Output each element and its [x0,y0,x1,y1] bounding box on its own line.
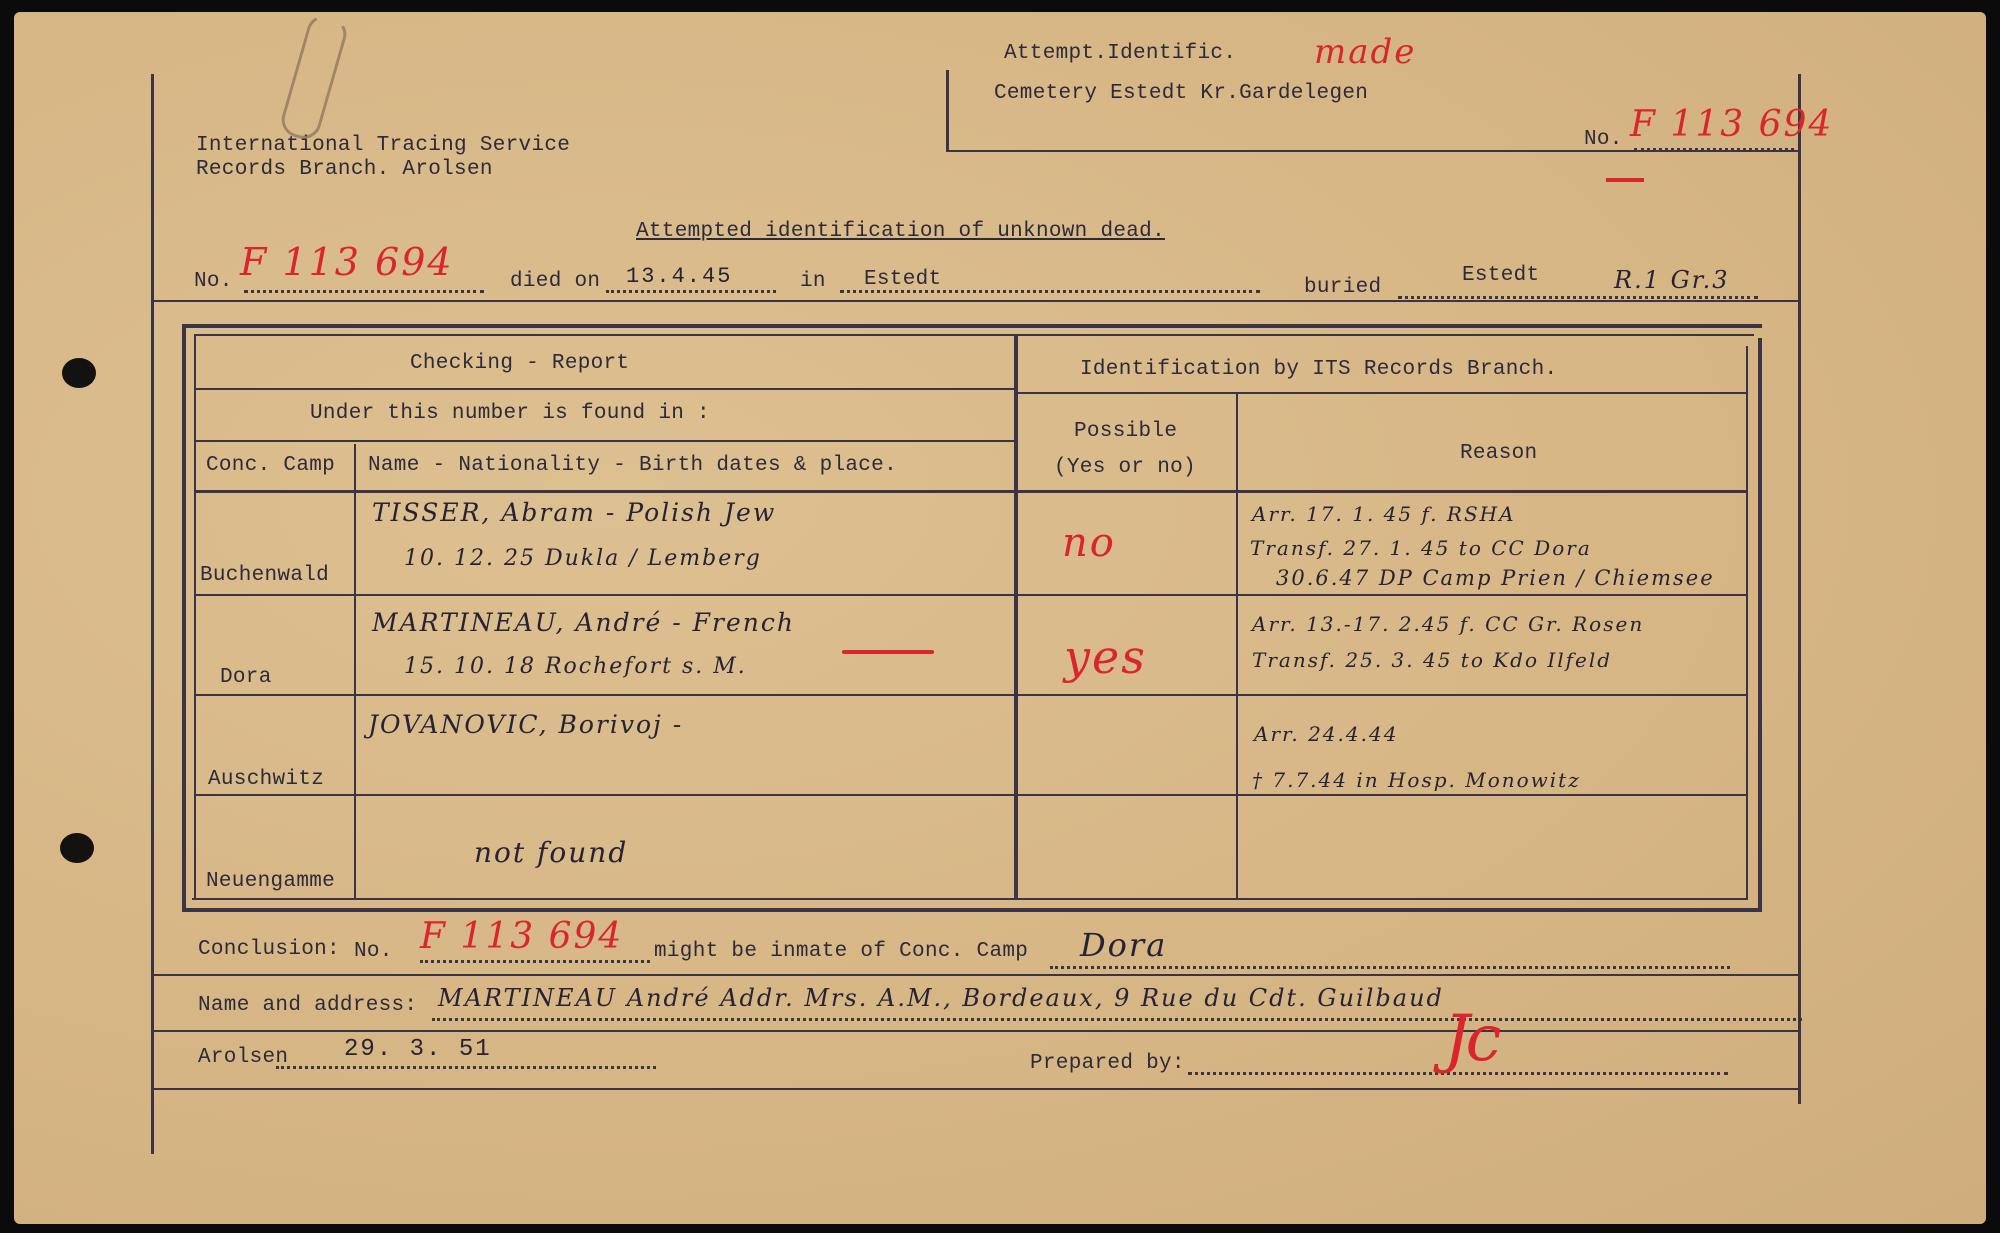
table-row-2-name: MARTINEAU, André - French [372,608,795,637]
in-label: in [800,270,826,293]
header-no-dots [1634,148,1794,151]
table-row-2-reason-2: Transf. 25. 3. 45 to Kdo Ilfeld [1252,648,1613,672]
died-label: died on [510,270,601,293]
col-camp-header: Conc. Camp [206,454,336,477]
red-dash [1606,178,1644,182]
right-border [1798,74,1801,1104]
record-no-dots [244,290,484,293]
table-row-2-camp: Dora [220,666,272,689]
table-inner-right [1746,346,1748,898]
divider-camp-name [354,444,356,898]
hline-found [194,440,1016,442]
attempt-box-left [946,70,949,152]
conclusion-no-label: No. [354,940,393,963]
conclusion-underline [154,974,1800,976]
hline-row3 [194,794,1746,796]
hline-row2 [194,694,1746,696]
col-possible-header-1: Possible [1074,420,1178,443]
name-address-underline [154,1030,1800,1032]
table-inner-left [194,334,196,898]
table-row-2-reason-1: Arr. 13.-17. 2.45 f. CC Gr. Rosen [1252,612,1645,636]
table-row-1-reason-3: 30.6.47 DP Camp Prien / Chiemsee [1276,566,1715,590]
arolsen-label: Arolsen [198,1046,289,1069]
hline-row1 [194,594,1746,596]
cemetery-line: Cemetery Estedt Kr.Gardelegen [994,82,1369,105]
org-line-1: International Tracing Service [196,134,571,157]
conclusion-no-dots [420,960,650,963]
arolsen-dots [276,1066,656,1069]
checking-header: Checking - Report [410,352,630,375]
record-no-label: No. [194,270,233,293]
table-inner-bottom [192,898,1748,900]
table-row-1-camp: Buchenwald [200,564,330,587]
died-dots [606,290,776,293]
in-value: Estedt [864,268,942,291]
name-address-label: Name and address: [198,994,418,1017]
header-no-label: No. [1584,128,1623,151]
name-address-dots [432,1018,1802,1021]
header-no-value: F 113 694 [1630,104,1834,145]
bottom-rule [154,1088,1800,1090]
table-row-1-birth: 10. 12. 25 Dukla / Lemberg [404,546,762,571]
table-row-1-name: TISSER, Abram - Polish Jew [372,498,777,527]
table-row-3-reason-1: Arr. 24.4.44 [1254,722,1399,746]
table-inner-top [194,334,1754,336]
table-row-2-birth: 15. 10. 18 Rochefort s. M. [404,654,747,679]
record-no-value: F 113 694 [240,240,454,284]
attempt-note: made [1314,32,1417,72]
conclusion-camp-dots [1050,966,1730,969]
prepared-initials: Jc [1444,1002,1498,1076]
table-row-2-possible: yes [1064,630,1147,684]
table-outer-right [1758,338,1762,912]
hline-checking [194,388,1016,390]
punch-hole-top [62,358,96,388]
table-row-1-reason-1: Arr. 17. 1. 45 f. RSHA [1252,502,1516,526]
col-reason-header: Reason [1460,442,1538,465]
table-outer-top [186,324,1762,328]
table-row-4-camp: Neuengamme [206,870,336,893]
attempt-label: Attempt.Identific. [1004,42,1237,65]
divider-possible-reason [1236,392,1238,898]
conclusion-no-value: F 113 694 [420,916,624,957]
org-line-2: Records Branch. Arolsen [196,158,493,181]
name-address-value: MARTINEAU André Addr. Mrs. A.M., Bordeaux, 9 Rue du Cdt. Guilbaud [438,984,1444,1012]
table-row-1-possible: no [1062,520,1116,566]
table-row-3-name: JOVANOVIC, Borivoj - [368,710,684,739]
arolsen-date: 29. 3. 51 [344,1036,492,1063]
index-card [14,12,1986,1224]
buried-label: buried [1304,276,1382,299]
divider-checking-ident [1014,334,1018,900]
table-row-4-name: not found [474,836,629,869]
red-underline-french [842,650,934,654]
ident-header: Identification by ITS Records Branch. [1080,358,1558,381]
paperclip-mark [277,11,350,143]
col-possible-header-2: (Yes or no) [1054,456,1196,479]
conclusion-label: Conclusion: [198,938,340,961]
hline-colheaders [194,490,1746,493]
hline-ident [1016,392,1746,394]
prepared-label: Prepared by: [1030,1052,1185,1075]
card-title: Attempted identification of unknown dead. [636,220,1165,243]
conclusion-text: might be inmate of Conc. Camp [654,940,1029,963]
col-name-header: Name - Nationality - Birth dates & place. [368,454,897,477]
grave-ref: R.1 Gr.3 [1614,266,1730,294]
table-outer-left [182,324,186,912]
table-outer-bottom [182,908,1758,912]
table-row-3-camp: Auschwitz [208,768,325,791]
buried-value: Estedt [1462,264,1540,287]
table-row-3-reason-2: † 7.7.44 in Hosp. Monowitz [1252,768,1581,792]
record-underline [154,300,1800,302]
buried-dots [1398,296,1758,299]
left-border [151,74,154,1154]
conclusion-camp: Dora [1080,926,1168,964]
punch-hole-bottom [60,833,94,863]
died-value: 13.4.45 [626,264,733,289]
found-in-label: Under this number is found in : [310,402,710,425]
table-row-1-reason-2: Transf. 27. 1. 45 to CC Dora [1250,536,1592,560]
